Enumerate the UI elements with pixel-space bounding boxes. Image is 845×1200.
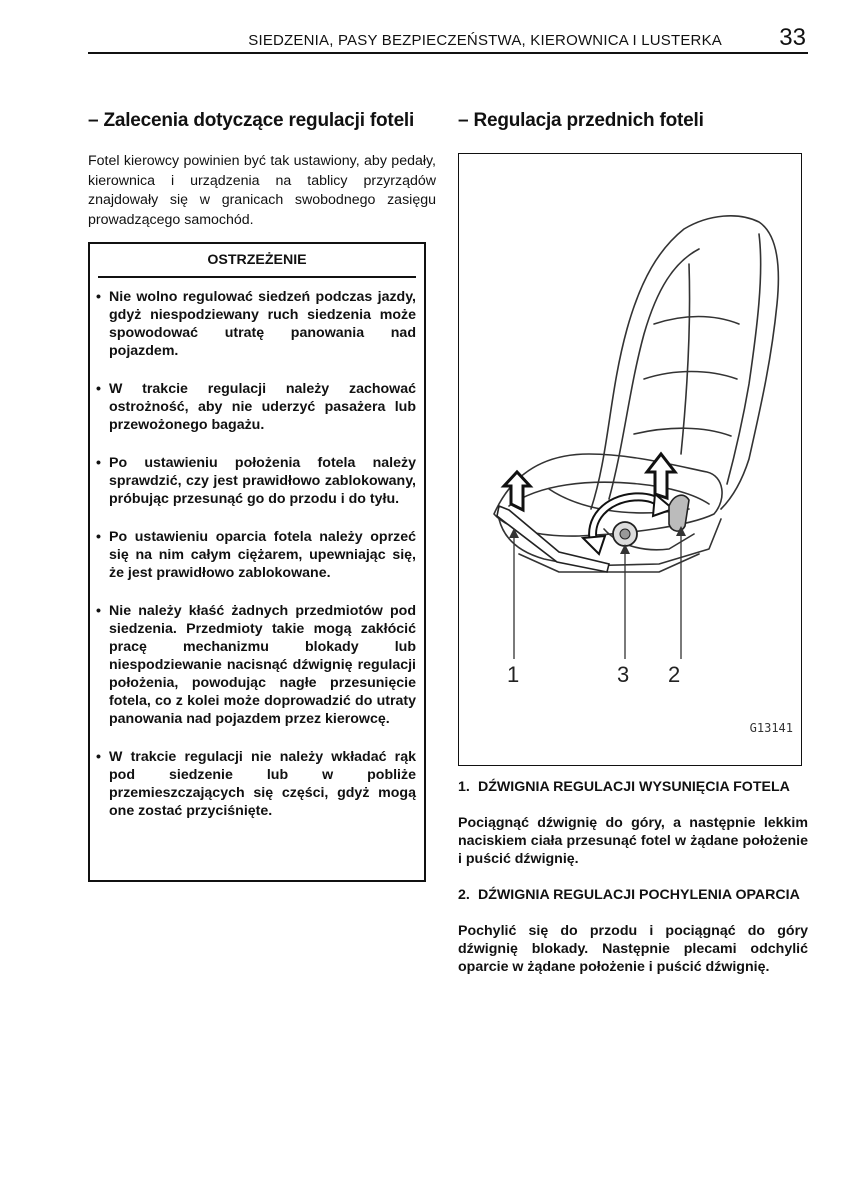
left-column	[88, 110, 436, 819]
callout-label-1: 1	[507, 662, 520, 687]
instruction-title: DŹWIGNIA REGULACJI WYSUNIĘCIA FOTELA	[478, 779, 790, 795]
warning-item: • Nie należy kłaść żadnych przedmiotów pod siedzenia. Przedmioty takie mogą zakłócić pracę mechanizmu blokady lub niespodziewanie nacisnąć dźwignię regulacji położenia, powodując nagłe przesunięcie fotela, co z kolei może doprowadzić do utraty panowania nad pojazdem przez kierowcę.	[96, 602, 416, 728]
callout-label-3: 3	[617, 662, 630, 687]
seat-illustration	[458, 153, 802, 766]
warning-item: • Po ustawieniu położenia fotela należy sprawdzić, czy jest prawidłowo zablokowany, próbując przesunąć go do przodu i do tyłu.	[96, 454, 416, 508]
instruction-heading	[458, 886, 808, 904]
instruction-heading	[458, 778, 808, 796]
figure-code: G13141	[749, 721, 793, 735]
instructions	[458, 778, 808, 994]
intro-paragraph: Fotel kierowcy powinien być tak ustawiony, aby pedały, kierownica i urządzenia na tablicy przyrządów znajdowały się w granicach swobodnego zasięgu prowadzącego samochód.	[88, 153, 436, 228]
left-heading: – Zalecenia dotyczące regulacji foteli	[88, 110, 415, 131]
instruction-number: 1.	[458, 779, 470, 795]
warning-item: • W trakcie regulacji należy zachować ostrożność, aby nie uderzyć pasażera lub przewożonego bagażu.	[96, 380, 416, 434]
header-title: SIEDZENIA, PASY BEZPIECZEŃSTWA, KIEROWNICA I LUSTERKA	[248, 32, 722, 49]
warning-item: • Nie wolno regulować siedzeń podczas jazdy, gdyż niespodziewany ruch siedzenia może spowodować utratę panowania nad pojazdem.	[96, 288, 416, 360]
page-header	[88, 26, 808, 54]
warning-list	[90, 278, 424, 820]
right-heading: – Regulacja przednich foteli	[458, 110, 704, 131]
page-number: 33	[779, 24, 806, 51]
instruction-text: Pochylić się do przodu i pociągnąć do góry dźwignię blokady. Następnie plecami odchylić oparcie w żądane położenie i puścić dźwignię.	[458, 923, 808, 975]
right-column	[458, 110, 808, 975]
warning-title: OSTRZEŻENIE	[98, 252, 416, 278]
warning-item: • W trakcie regulacji nie należy wkładać rąk pod siedzenie lub w pobliże przemieszczających się części, gdyż mogą one zostać przyciśnięte.	[96, 748, 416, 820]
instruction-text: Pociągnąć dźwignię do góry, a następnie lekkim naciskiem ciała przesunąć fotel w żądane położenie i puścić dźwignię.	[458, 815, 808, 867]
warning-box	[88, 242, 426, 882]
instruction-title: DŹWIGNIA REGULACJI POCHYLENIA OPARCIA	[478, 887, 800, 903]
warning-item: • Po ustawieniu oparcia fotela należy oprzeć się na nim całym ciężarem, upewniając się, że jest prawidłowo zablokowane.	[96, 528, 416, 582]
instruction-number: 2.	[458, 887, 470, 903]
callout-label-2: 2	[668, 662, 681, 687]
